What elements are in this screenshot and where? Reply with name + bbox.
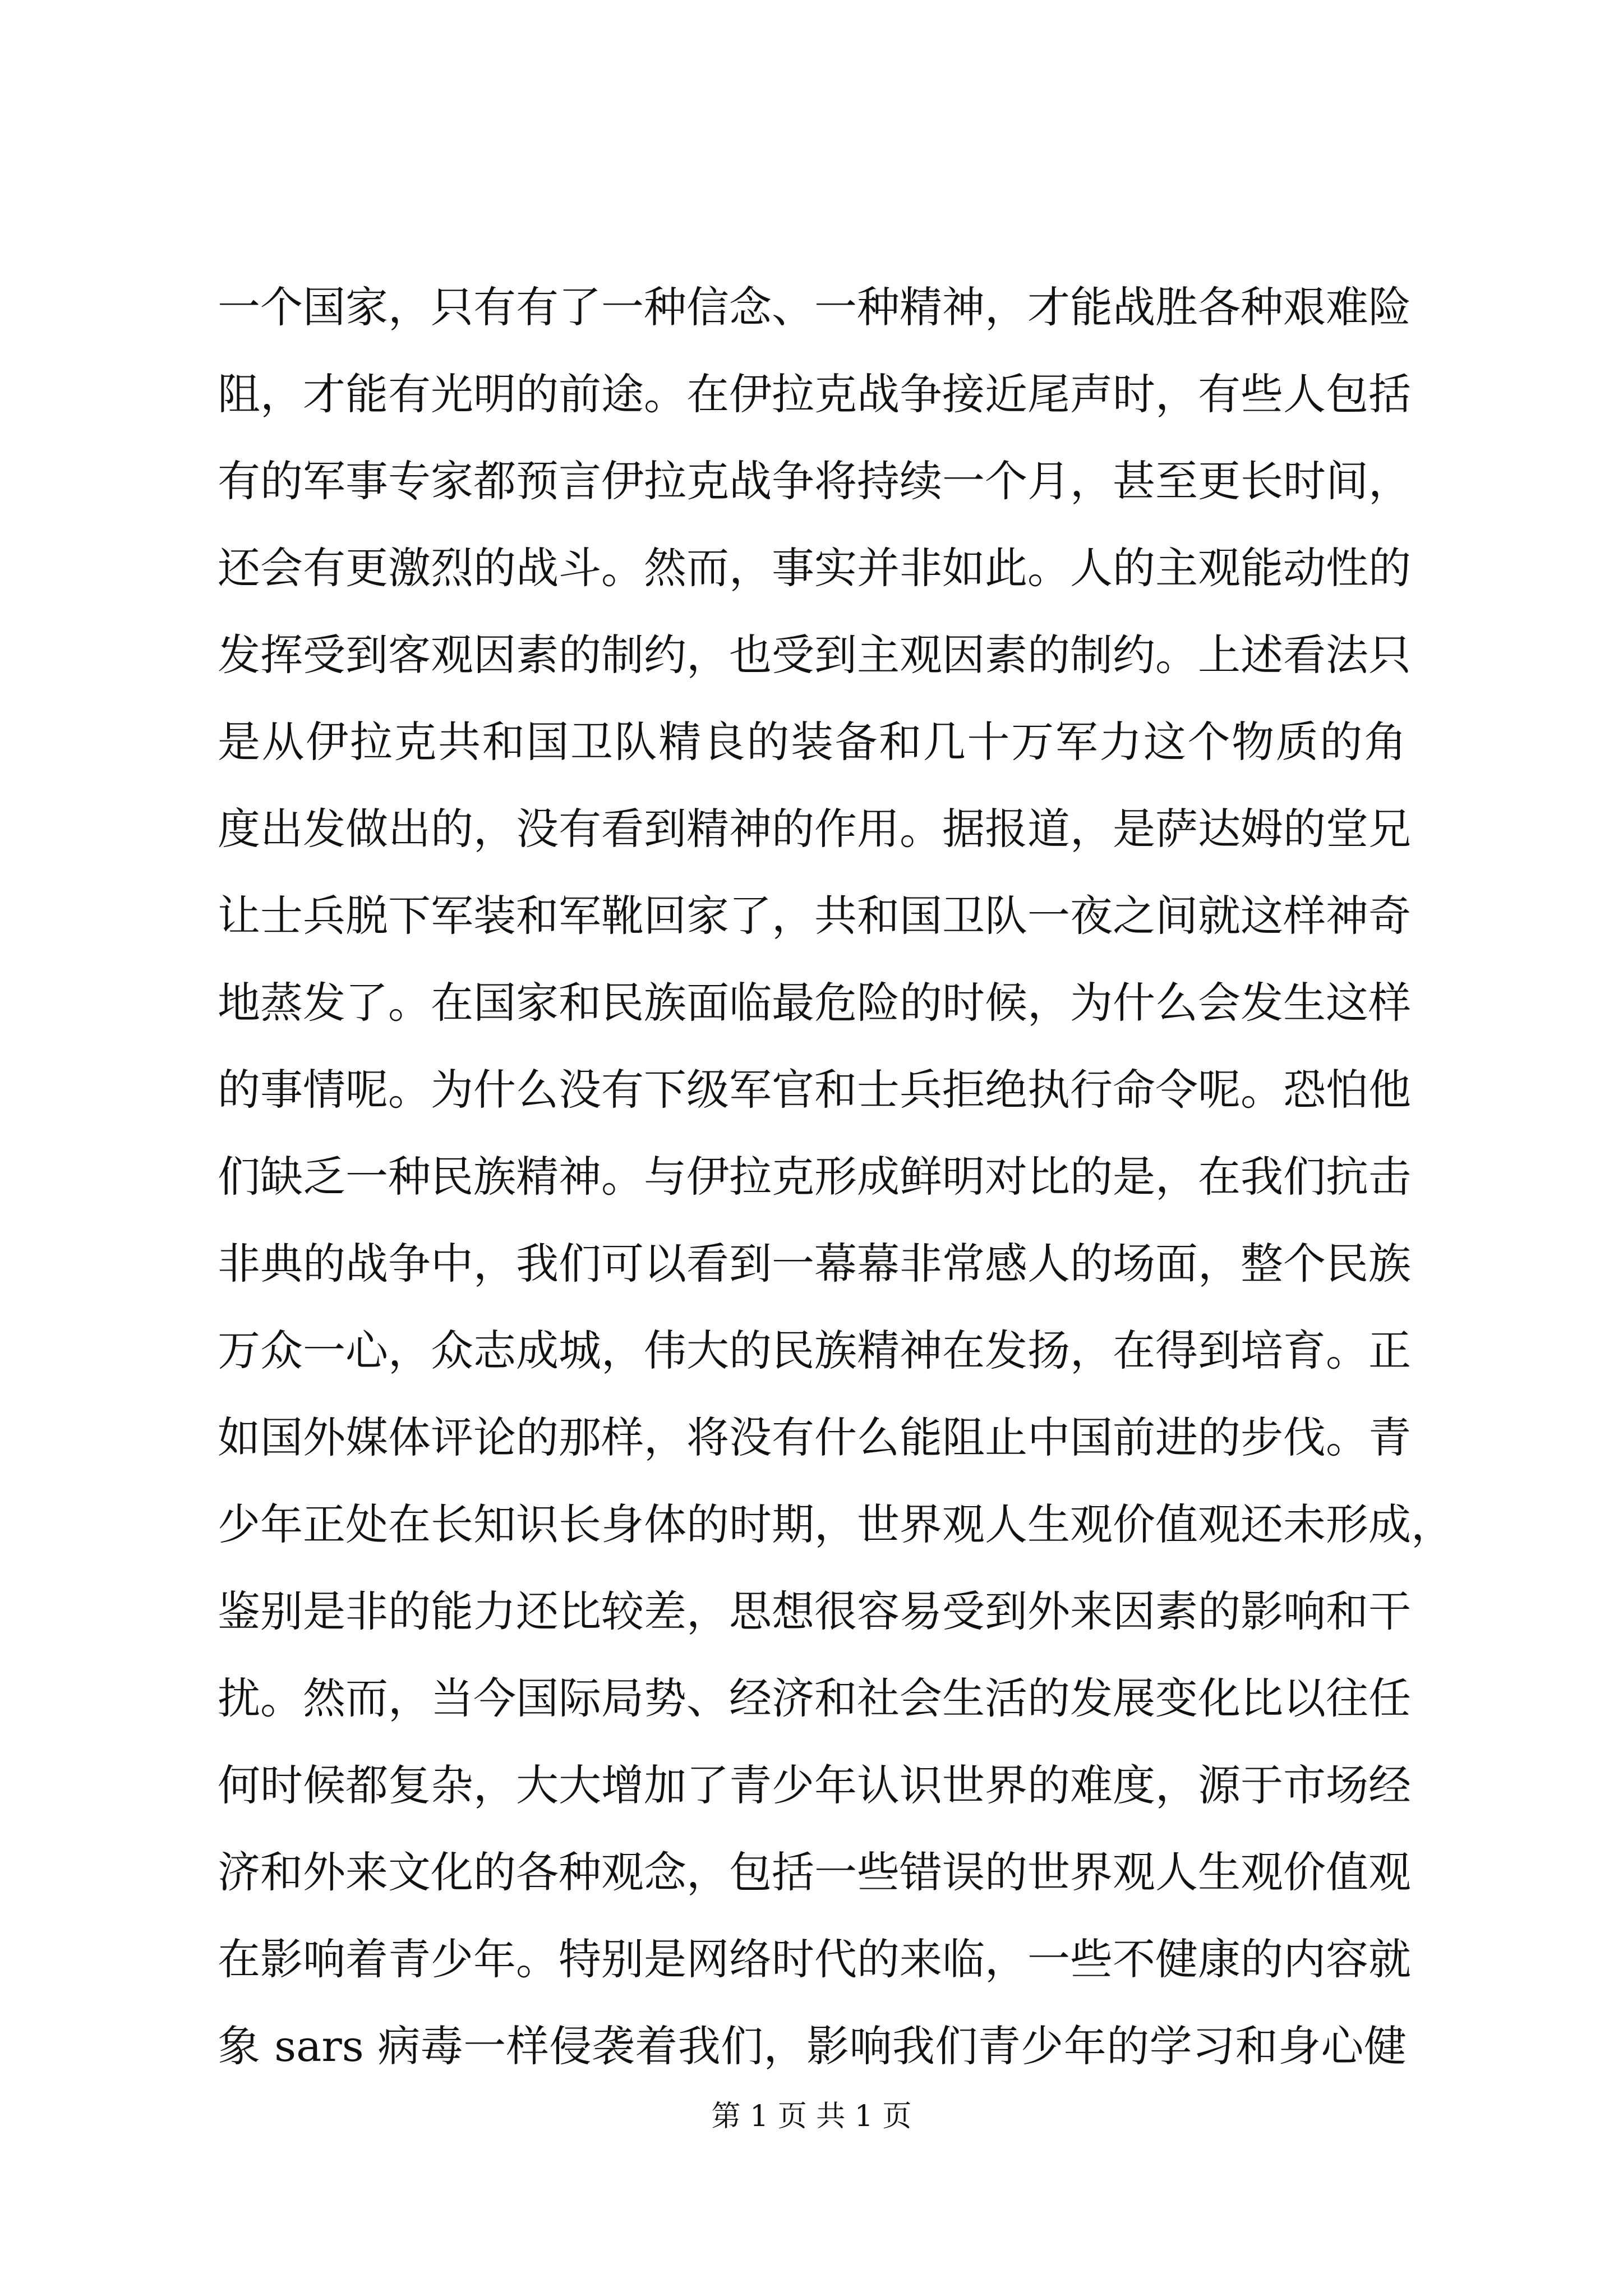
text-line: 有的军事专家都预言伊拉克战争将持续一个月，甚至更长时间， <box>218 456 1411 506</box>
text-line: 度出发做出的，没有看到精神的作用。据报道，是萨达姆的堂兄 <box>218 804 1411 854</box>
text-line: 还会有更激烈的战斗。然而，事实并非如此。人的主观能动性的 <box>218 543 1411 593</box>
page-number-footer: 第 1 页 共 1 页 <box>711 2100 912 2133</box>
text-line: 阻，才能有光明的前途。在伊拉克战争接近尾声时，有些人包括 <box>218 369 1411 419</box>
text-line: 的事情呢。为什么没有下级军官和士兵拒绝执行命令呢。恐怕他 <box>218 1065 1411 1115</box>
text-line: 何时候都复杂，大大增加了青少年认识世界的难度，源于市场经 <box>218 1760 1411 1810</box>
text-line: 鉴别是非的能力还比较差，思想很容易受到外来因素的影响和干 <box>218 1586 1411 1636</box>
text-line: 一个国家，只有有了一种信念、一种精神，才能战胜各种艰难险 <box>218 282 1411 332</box>
text-line: 发挥受到客观因素的制约，也受到主观因素的制约。上述看法只 <box>218 630 1411 680</box>
body-text <box>218 264 1454 2090</box>
text-line: 象 sars 病毒一样侵袭着我们，影响我们青少年的学习和身心健 <box>218 2021 1407 2071</box>
text-line: 地蒸发了。在国家和民族面临最危险的时候，为什么会发生这样 <box>218 978 1411 1028</box>
text-line: 们缺乏一种民族精神。与伊拉克形成鲜明对比的是，在我们抗击 <box>218 1152 1411 1202</box>
text-line: 扰。然而，当今国际局势、经济和社会生活的发展变化比以往任 <box>218 1673 1411 1723</box>
text-line: 是从伊拉克共和国卫队精良的装备和几十万军力这个物质的角 <box>218 717 1407 767</box>
text-line: 万众一心，众志成城，伟大的民族精神在发扬，在得到培育。正 <box>218 1326 1411 1375</box>
text-line: 在影响着青少年。特别是网络时代的来临，一些不健康的内容就 <box>218 1934 1411 1984</box>
text-line: 济和外来文化的各种观念，包括一些错误的世界观人生观价值观 <box>218 1847 1411 1897</box>
text-line: 少年正处在长知识长身体的时期，世界观人生观价值观还未形成， <box>218 1499 1454 1549</box>
text-line: 如国外媒体评论的那样，将没有什么能阻止中国前进的步伐。青 <box>218 1412 1411 1462</box>
text-line: 非典的战争中，我们可以看到一幕幕非常感人的场面，整个民族 <box>218 1239 1411 1289</box>
text-line: 让士兵脱下军装和军靴回家了，共和国卫队一夜之间就这样神奇 <box>218 891 1411 941</box>
